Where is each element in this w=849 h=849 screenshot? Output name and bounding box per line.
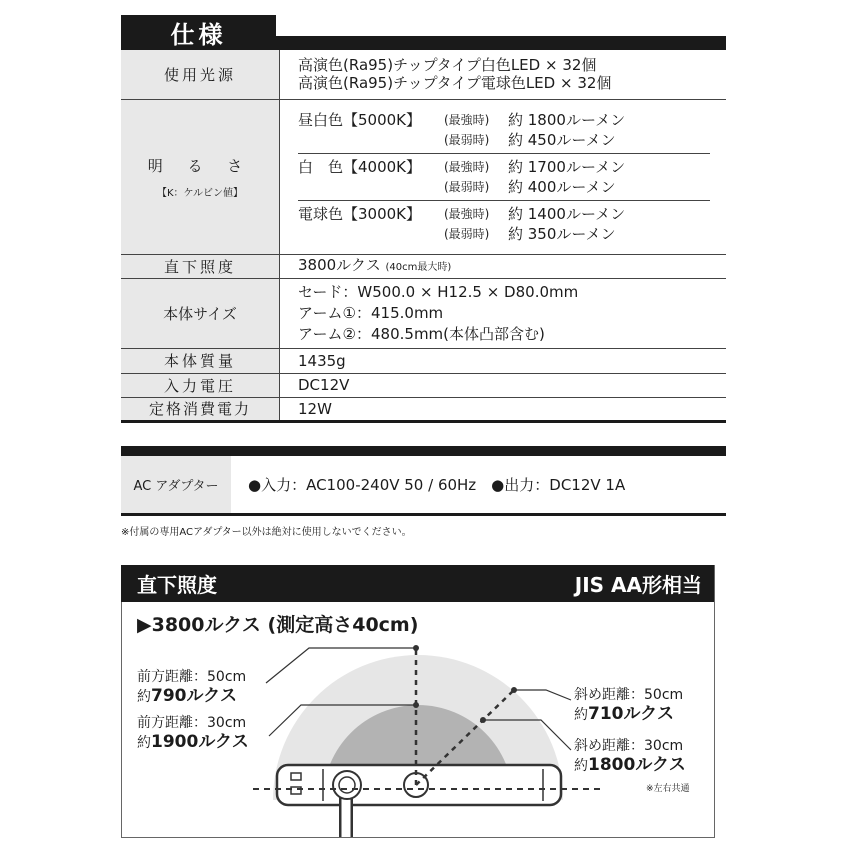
- spec-row-power: [121, 397, 726, 421]
- symmetric-note: ※左右共通: [646, 784, 690, 794]
- label-front50: 前方距離：50cm 約790ルクス: [137, 669, 247, 706]
- adapter-top-rule: [121, 446, 726, 456]
- min-label: (最弱時): [444, 179, 490, 194]
- spec-row-light-source: [121, 50, 726, 99]
- illuminance-value: 3800ルクス: [298, 255, 381, 274]
- label-front30: 前方距離：30cm 約1900ルクス: [137, 715, 249, 752]
- min-value: 約 400ルーメン: [508, 177, 616, 196]
- row-label: 定格消費電力: [121, 397, 280, 421]
- min-label: (最弱時): [444, 132, 490, 147]
- max-label: (最強時): [444, 112, 490, 127]
- color-temp-name: 白 色【4000K】: [298, 157, 422, 176]
- spec-row-brightness: [121, 99, 726, 254]
- voltage-value: DC12V: [298, 376, 350, 394]
- light-source-line: 高演色(Ra95)チップタイプ電球色LED × 32個: [298, 74, 612, 93]
- spec-title: 仕様: [121, 15, 276, 50]
- adapter-note: ※付属の専用ACアダプター以外は絶対に使用しないでください。: [121, 527, 412, 538]
- min-label: (最弱時): [444, 226, 490, 241]
- max-label: (最強時): [444, 159, 490, 174]
- max-value: 約 1800ルーメン: [508, 110, 626, 129]
- max-label: (最強時): [444, 206, 490, 221]
- illuminance-headline: ▶3800ルクス (測定高さ40cm): [137, 614, 419, 636]
- spec-row-illuminance: [121, 254, 726, 278]
- brightness-group: [298, 107, 710, 154]
- spec-row-weight: [121, 348, 726, 373]
- spec-table: [121, 50, 726, 423]
- label-diag50: 斜め距離：50cm 約710ルクス: [574, 687, 684, 724]
- weight-value: 1435g: [298, 351, 346, 370]
- spec-row-size: [121, 278, 726, 348]
- row-label: 本体サイズ: [121, 278, 280, 348]
- power-value: 12W: [298, 399, 332, 418]
- max-value: 約 1400ルーメン: [508, 204, 626, 223]
- row-label: 使用光源: [121, 50, 280, 99]
- max-value: 約 1700ルーメン: [508, 157, 626, 176]
- adapter-bottom-rule: [121, 513, 726, 516]
- row-sublabel: 【K：ケルビン値】: [156, 187, 244, 199]
- size-line: アーム①：415.0mm: [298, 303, 444, 322]
- brightness-group: [298, 154, 710, 201]
- min-value: 約 350ルーメン: [508, 224, 616, 243]
- size-line: アーム②：480.5mm(本体凸部含む): [298, 324, 545, 343]
- row-label: 直下照度: [121, 254, 280, 278]
- size-line: セード：W500.0 × H12.5 × D80.0mm: [298, 282, 579, 301]
- color-temp-name: 電球色【3000K】: [298, 204, 422, 223]
- illuminance-title: 直下照度: [137, 573, 217, 597]
- jis-standard: JIS AA形相当: [574, 573, 702, 597]
- min-value: 約 450ルーメン: [508, 130, 616, 149]
- row-label: 明 る さ: [147, 156, 253, 175]
- brightness-group: [298, 201, 710, 247]
- color-temp-name: 昼白色【5000K】: [298, 110, 422, 129]
- label-diag30: 斜め距離：30cm 約1800ルクス: [574, 738, 686, 775]
- light-source-line: 高演色(Ra95)チップタイプ白色LED × 32個: [298, 56, 597, 75]
- illuminance-note: (40cm最大時): [385, 261, 452, 273]
- row-label: 本体質量: [121, 348, 280, 373]
- adapter-value: ●入力：AC100-240V 50 / 60Hz ●出力：DC12V 1A: [248, 476, 626, 494]
- spec-row-voltage: [121, 373, 726, 397]
- arm-joint: [333, 771, 361, 799]
- row-label: 入力電圧: [121, 373, 280, 397]
- adapter-label: AC アダプター: [121, 456, 231, 513]
- leader-diag50: [516, 690, 571, 700]
- illuminance-header: [121, 565, 714, 602]
